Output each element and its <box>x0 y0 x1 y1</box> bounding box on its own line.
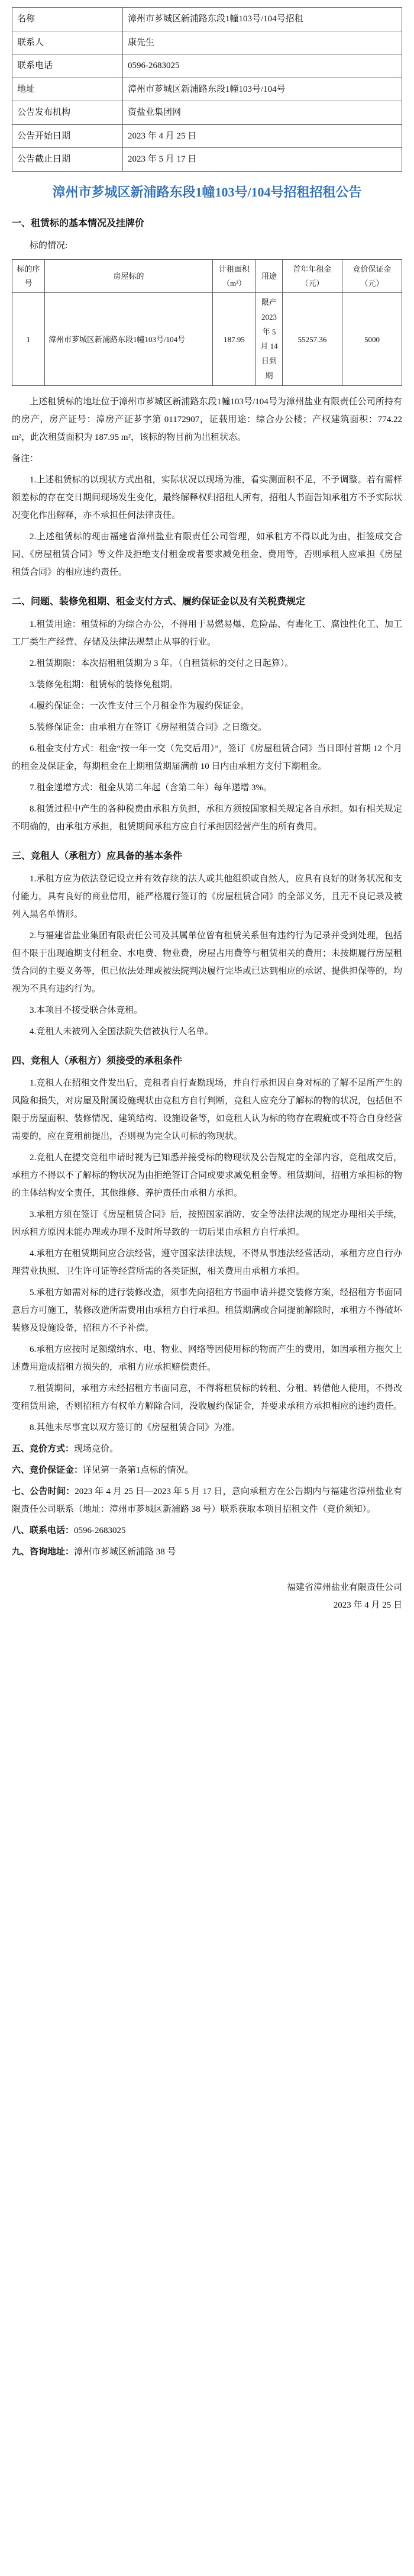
clause-item: 4.履约保证金：一次性支付三个月租金作为履约保证金。 <box>30 701 250 711</box>
clause-item: 2.租赁期限：本次招租租赁期为 3 年。（自租赁标的交付之日起算）。 <box>30 658 294 668</box>
clause-item: 3.承租方须在签订《房屋租赁合同》后，按照国家消防、安全等法律法规的规定办理相关手续，因承租方原因未能办理或办理不及时所导致的一切后果由承租方自行承担。 <box>12 1210 402 1238</box>
property-row <box>12 293 402 386</box>
section-6 <box>12 1461 402 1479</box>
info-row <box>12 8 402 31</box>
cell-deposit: 5000 <box>342 293 402 386</box>
info-key: 公告发布机构 <box>12 101 123 125</box>
info-key: 地址 <box>12 78 123 101</box>
clause-item: 7.租金递增方式：租金从第二年起（含第二年）每年递增 3%。 <box>30 783 272 793</box>
clause-item: 1.承租方应为依法登记设立并有效存续的法人或其他组织或自然人，应具有良好的财务状况和支付能力，具有良好的商业信用，能严格履行签订的《房屋租赁合同》的全部义务，且无不良记录及被列入黑名单情形。 <box>12 874 403 919</box>
info-row <box>12 148 402 172</box>
info-key: 联系人 <box>12 31 123 54</box>
info-value: 康先生 <box>123 31 402 54</box>
clause-item: 1.租赁用途：租赁标的为综合办公，不得用于易燃易爆、危险品、有毒化工、腐蚀性化工、加工工厂类生产经营、存储及法律法规禁止从事的行业。 <box>12 619 402 647</box>
clause-item: 1.竞租人在招租文件发出后，竞租者自行查勘现场，并自行承担因自身对标的了解不足所产生的风险和损失，对房屋及附属设施现状由竞租方自行判断，竞租人应充分了解标的物的状况，包括但不限于房屋面积、装修情况、建筑结构、设施设备等，如竞租人认为标的物存在瑕疵或不符合自身经营需要的，应在竞租前提出，否则视为完全认可标的物现状。 <box>12 1078 403 1142</box>
section-3-heading: 三、竞租人（承租方）应具备的基本条件 <box>12 851 183 861</box>
notes-heading: 备注： <box>12 454 39 464</box>
col-header: 计租面积（m²） <box>213 260 256 293</box>
clause-item: 5.承租方如需对标的进行装修改造，须事先向招租方书面申请并提交装修方案，经招租方书面同意后方可施工，装修改造所需费用由承租方自行承担。租赁期满或合同提前解除时，承租方不得破坏装修及设施设备，招租方不予补偿。 <box>12 1288 403 1334</box>
clause-item: 3.本项目不接受联合体竞租。 <box>30 1005 143 1015</box>
section-8-body: 0596-2683025 <box>74 1526 126 1536</box>
info-key: 公告开始日期 <box>12 124 123 148</box>
signoff-org: 福建省漳州盐业有限责任公司 <box>286 1583 402 1593</box>
note-item: 1.上述租赁标的以现状方式出租，实际状况以现场为准，看实测面积不足，不予调整。若有需样额差标的存在交日期间现场发生变化，最终解释权归招租人所有，招租人书面告知承租方不予实际状况变化作出解释，亦不承担任何法律责任。 <box>12 475 403 521</box>
clause-item: 6.租金支付方式：租金“按一年一交（先交后用）”，签订《房屋租赁合同》当日即付首期 12 个月的租金及保证金，每期租金在上期租赁期届满前 10 日内由承租方支付下期租金。 <box>12 743 402 771</box>
info-value: 漳州市芗城区新浦路东段1幢103号/104号 <box>123 78 402 101</box>
signoff <box>12 1579 402 1614</box>
section-6-heading: 六、竞价保证金： <box>12 1466 83 1476</box>
clause-item: 7.租赁期间，承租方未经招租方书面同意，不得将租赁标的转租、分租、转借他人使用，不得改变租赁用途，否则招租方有权单方解除合同，没收履约保证金，并要求承租方承担相应的违约责任。 <box>12 1384 403 1412</box>
info-value: 漳州市芗城区新浦路东段1幢103号/104号招租 <box>123 8 402 31</box>
info-row <box>12 54 402 78</box>
clause-item: 6.承租方应按时足额缴纳水、电、物业、网络等因使用标的物而产生的费用，如因承租方拖欠上述费用造成招租方损失的，承租方应承担赔偿责任。 <box>12 1345 402 1373</box>
cell-area: 187.95 <box>213 293 256 386</box>
col-header: 竞价保证金（元） <box>342 260 402 293</box>
section-5-body: 现场竞价。 <box>74 1444 119 1454</box>
clause-item: 4.竞租人未被列入全国法院失信被执行人名单。 <box>30 1026 214 1036</box>
note-item: 2.上述租赁标的现由福建省漳州盐业有限责任公司管理，如承租方不得以此为由，拒签成交合同、《房屋租赁合同》等文件及拒绝支付租金或者要求减免租金、费用等，否则承租人应承担《房屋租赁合同》的相应违约责任。 <box>12 532 402 578</box>
section-5 <box>12 1440 402 1458</box>
info-row <box>12 101 402 125</box>
col-header: 房屋标的 <box>45 260 213 293</box>
section-7 <box>12 1483 402 1518</box>
property-table <box>12 259 402 386</box>
section-8-heading: 八、联系电话： <box>12 1526 75 1536</box>
cell-rent: 55257.36 <box>283 293 342 386</box>
info-value: 资盐业集团网 <box>123 101 402 125</box>
clause-item: 8.其他未尽事宜以双方签订的《房屋租赁合同》为准。 <box>30 1423 241 1433</box>
col-header: 首年年租金（元） <box>283 260 342 293</box>
section-7-heading: 七、公告时间： <box>12 1487 75 1497</box>
section-9 <box>12 1543 402 1561</box>
section-1-heading: 一、租赁标的基本情况及挂牌价 <box>12 218 145 228</box>
section-1-paragraph: 上述租赁标的地址位于漳州市芗城区新浦路东段1幢103号/104号为漳州盐业有限责任公司所持有的房产，房产证号：漳房产证芗字第 01172907，证载用途：综合办公楼；产权建筑面积：774.22 m²，此次租赁面积为 187.95 m²，该标的物目前为出租状态。 <box>12 397 402 443</box>
notice-page <box>12 0 402 1626</box>
info-row <box>12 31 402 54</box>
section-9-body: 漳州市芗城区新浦路 38 号 <box>74 1547 176 1557</box>
clause-item: 4.承租方在租赁期间应合法经营，遵守国家法律法规，不得从事违法经营活动，承租方应自行办理营业执照、卫生许可证等经营所需的各类证照，相关费用由承租方承担。 <box>12 1249 402 1277</box>
cell-usage: 限产 2023 年 5 月 14 日到期 <box>256 293 283 386</box>
clause-item: 5.装修保证金：由承租方在签订《房屋租赁合同》之日缴交。 <box>30 722 267 732</box>
col-header: 用途 <box>256 260 283 293</box>
info-table <box>12 7 402 172</box>
signoff-date: 2023 年 4 月 25 日 <box>333 1601 402 1611</box>
section-8 <box>12 1522 402 1540</box>
section-7-body: 2023 年 4 月 25 日—2023 年 5 月 17 日，意向承租方在公告期内与福建省漳州盐业有限责任公司联系（地址：漳州市芗城区新浦路 38 号）联系获取本项目招租文件（竞价须知）。 <box>12 1487 402 1515</box>
section-4-heading: 四、竞租人（承租方）须接受的承租条件 <box>12 1055 183 1066</box>
cell-address: 漳州市芗城区新浦路东段1幢103号/104号 <box>45 293 213 386</box>
clause-item: 8.租赁过程中产生的各种税费由承租方负担，承租方须按国家相关规定各自承担。如有相关规定不明确的，由承租方承担，租赁期间承租方应自行承担因经营产生的所有费用。 <box>12 804 402 832</box>
clause-item: 2.竞租人在提交竞租申请时视为已知悉并接受标的物现状及公告规定的全部内容，竞租成交后，承租方不得以不了解标的物状况为由拒绝签订合同或要求减免租金等。租赁期间，招租方承担标的物的主体结构安全责任，其他维修、养护责任由承租方承担。 <box>12 1153 403 1199</box>
info-key: 公告截止日期 <box>12 148 123 172</box>
info-value: 2023 年 5 月 17 日 <box>123 148 402 172</box>
clause-item: 3.装修免租期：租赁标的装修免租期。 <box>30 680 179 690</box>
col-header: 标的序号 <box>12 260 45 293</box>
section-2-heading: 二、问题、装修免租期、租金支付方式、履约保证金以及有关税费规定 <box>12 597 306 607</box>
section-6-body: 详见第一条第1点标的情况。 <box>83 1466 194 1476</box>
info-value: 0596-2683025 <box>123 54 402 78</box>
info-row <box>12 124 402 148</box>
section-1-intro: 标的情况: <box>30 241 68 251</box>
info-key: 联系电话 <box>12 54 123 78</box>
section-9-heading: 九、咨询地址： <box>12 1547 75 1557</box>
clause-item: 2.与福建省盐业集团有限责任公司及其属单位曾有租赁关系但有违约行为记录并受到处理，包括但不限于出现逾期支付租金、水电费、物业费，房屋占用费等与租赁相关的费用；未按期履行房屋租赁合同的主要义务等，但已依法处理或被法院判决履行完毕或已达到相应的承诺、提供担保等的，均视为不具有违约行为。 <box>12 930 403 994</box>
info-row <box>12 78 402 101</box>
property-table-header <box>12 260 402 293</box>
info-key: 名称 <box>12 8 123 31</box>
info-value: 2023 年 4 月 25 日 <box>123 124 402 148</box>
section-5-heading: 五、竞价方式： <box>12 1444 75 1454</box>
notice-title: 漳州市芗城区新浦路东段1幢103号/104号招租招租公告 <box>52 184 362 199</box>
cell-no: 1 <box>12 293 45 386</box>
